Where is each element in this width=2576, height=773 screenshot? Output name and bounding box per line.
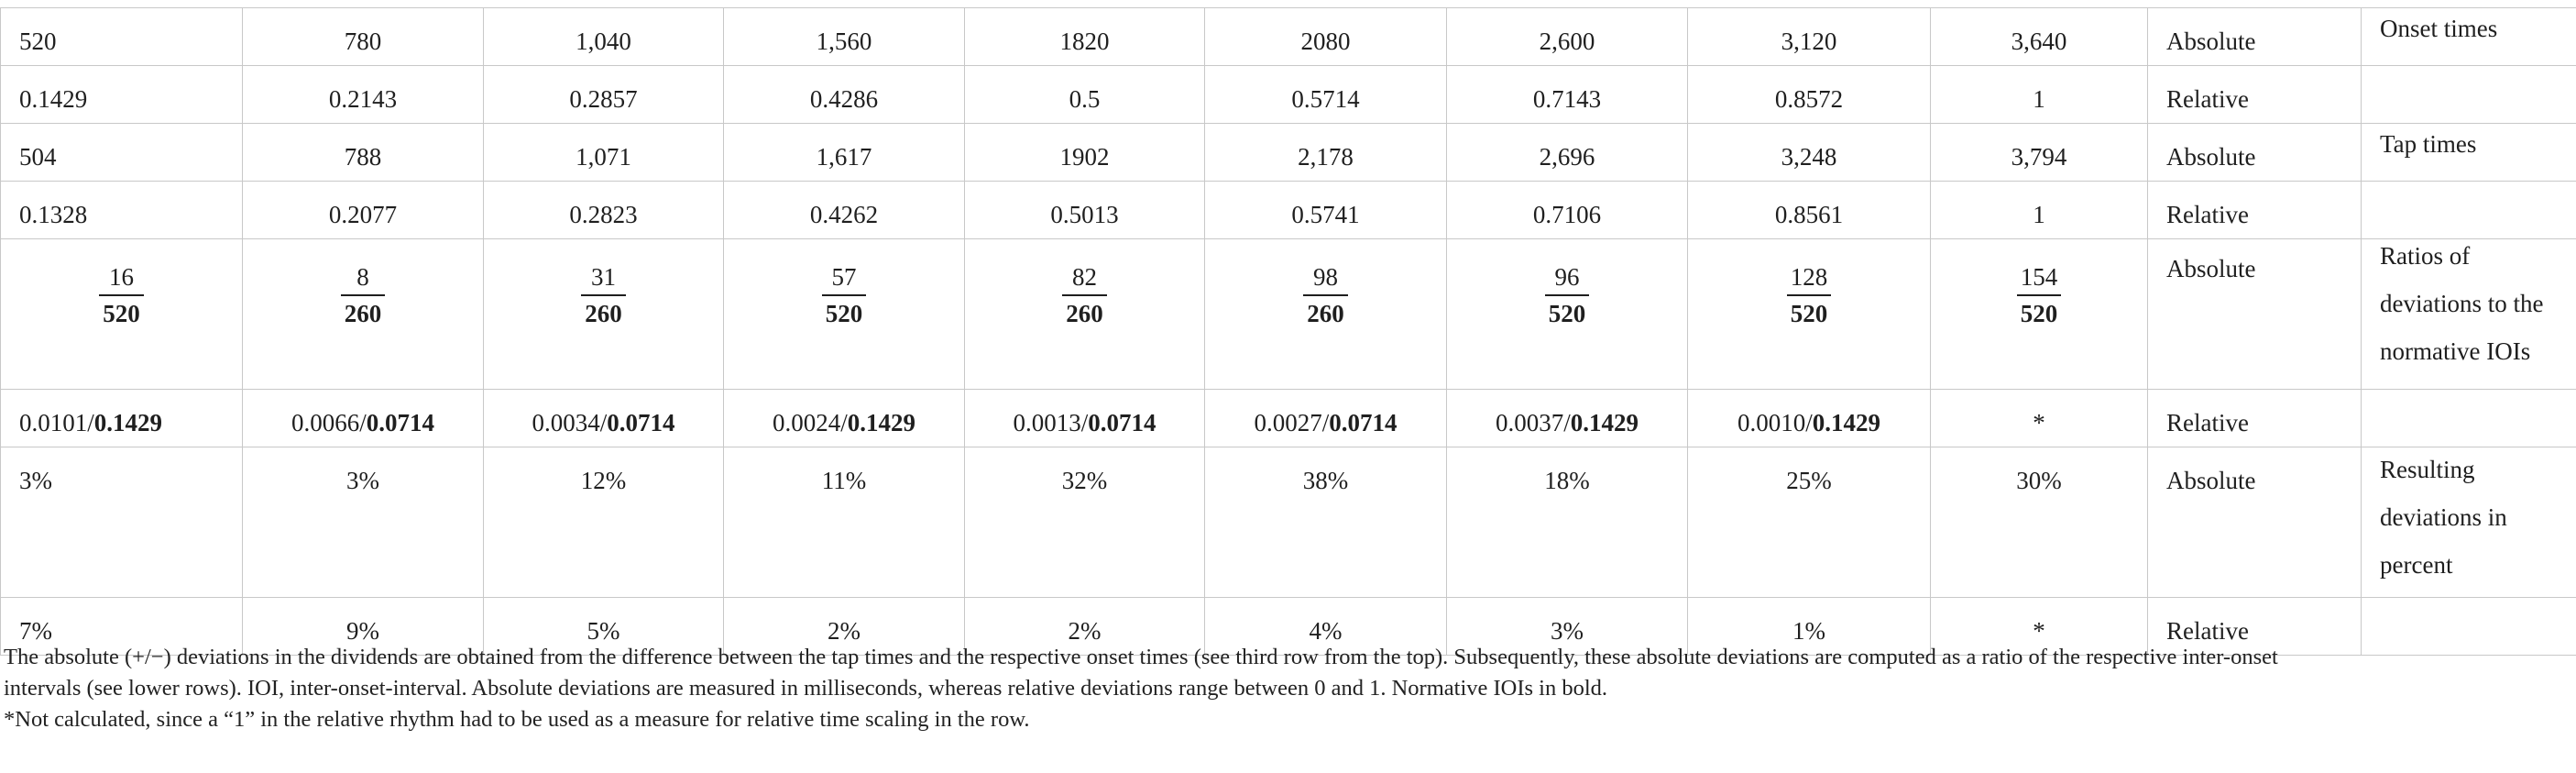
deviation-value: 0.0024/ xyxy=(772,409,848,436)
deviation-table xyxy=(0,7,2576,656)
table-cell: 12% xyxy=(484,447,724,598)
table-row xyxy=(1,124,2576,182)
deviation-value: 0.0010/ xyxy=(1737,409,1813,436)
table-cell: 0.1328 xyxy=(1,182,243,239)
measure-type-label: Absolute xyxy=(2148,8,2362,66)
table-cell: 3,794 xyxy=(1931,124,2148,182)
table-cell: 1,617 xyxy=(724,124,965,182)
table-cell: 0.7106 xyxy=(1447,182,1688,239)
fraction xyxy=(1062,260,1107,331)
fraction-numerator: 98 xyxy=(1303,260,1348,296)
normative-ioi-value: 0.0714 xyxy=(1088,409,1156,436)
fraction-denominator: 520 xyxy=(1548,300,1586,327)
fraction-numerator: 128 xyxy=(1787,260,1832,296)
row-group-label-line: normative IOIs xyxy=(2380,337,2531,365)
table-cell: 1 xyxy=(1931,182,2148,239)
table-row xyxy=(1,239,2576,390)
table-cell: 1,560 xyxy=(724,8,965,66)
table-cell: 0.5741 xyxy=(1205,182,1447,239)
table-cell xyxy=(484,390,724,447)
footnote-line-1: The absolute (+/−) deviations in the dividends are obtained from the difference between the tap times and the respective onset times (see third row from the top). Subsequently, these absolute deviations are computed as a ratio of the respective inter-onset xyxy=(4,645,2278,669)
table-cell xyxy=(1,239,243,390)
normative-ioi-value: 0.0714 xyxy=(607,409,675,436)
table-cell: 2% xyxy=(724,598,965,656)
row-group-label-line: percent xyxy=(2380,551,2453,579)
normative-ioi-value: 0.0714 xyxy=(366,409,434,436)
measure-type-label: Absolute xyxy=(2148,447,2362,598)
normative-ioi-value: 0.1429 xyxy=(1570,409,1639,436)
fraction-numerator: 31 xyxy=(581,260,626,296)
table-row xyxy=(1,390,2576,447)
table-cell xyxy=(243,390,484,447)
deviation-value: 0.0013/ xyxy=(1013,409,1089,436)
measure-type-label: Relative xyxy=(2148,390,2362,447)
table-cell: 1820 xyxy=(965,8,1205,66)
table-cell xyxy=(965,390,1205,447)
table-cell: 0.1429 xyxy=(1,66,243,124)
table-cell: 0.4262 xyxy=(724,182,965,239)
fraction xyxy=(1303,260,1348,331)
table-cell xyxy=(965,239,1205,390)
table-cell xyxy=(1688,239,1931,390)
deviation-value: 0.0034/ xyxy=(532,409,608,436)
measure-type-label: Absolute xyxy=(2148,239,2362,390)
table-cell: 0.4286 xyxy=(724,66,965,124)
table-cell: 25% xyxy=(1688,447,1931,598)
table-cell: 0.7143 xyxy=(1447,66,1688,124)
table-cell: 3% xyxy=(1,447,243,598)
table-cell: 32% xyxy=(965,447,1205,598)
row-group-label xyxy=(2362,182,2576,239)
fraction-numerator: 154 xyxy=(2017,260,2062,296)
fraction-numerator: 82 xyxy=(1062,260,1107,296)
table-cell: 504 xyxy=(1,124,243,182)
table-cell: 1902 xyxy=(965,124,1205,182)
fraction-numerator: 57 xyxy=(822,260,867,296)
fraction-denominator: 520 xyxy=(103,300,140,327)
table-cell: 1,040 xyxy=(484,8,724,66)
fraction xyxy=(1787,260,1832,331)
normative-ioi-value: 0.0714 xyxy=(1329,409,1398,436)
table-cell: 2,178 xyxy=(1205,124,1447,182)
table-cell: 0.5013 xyxy=(965,182,1205,239)
fraction-denominator: 520 xyxy=(825,300,863,327)
fraction-denominator: 520 xyxy=(2020,300,2058,327)
table-row xyxy=(1,66,2576,124)
table-cell xyxy=(1688,390,1931,447)
table-cell xyxy=(1447,390,1688,447)
row-group-label-line: Onset times xyxy=(2380,15,2498,42)
deviation-value: 0.0066/ xyxy=(290,409,367,436)
row-group-label-line: deviations to the xyxy=(2380,290,2544,317)
table-cell: 9% xyxy=(243,598,484,656)
table-cell xyxy=(1931,390,2148,447)
table-cell xyxy=(724,390,965,447)
table-row xyxy=(1,8,2576,66)
measure-type-label: Relative xyxy=(2148,66,2362,124)
table-cell: * xyxy=(1931,598,2148,656)
row-group-label xyxy=(2362,447,2576,598)
row-group-label xyxy=(2362,8,2576,66)
measure-type-label: Absolute xyxy=(2148,124,2362,182)
table-cell: 2% xyxy=(965,598,1205,656)
table-cell: 0.5714 xyxy=(1205,66,1447,124)
measure-type-label: Relative xyxy=(2148,182,2362,239)
table-row xyxy=(1,182,2576,239)
row-group-label xyxy=(2362,390,2576,447)
normative-ioi-value: 0.1429 xyxy=(93,409,163,436)
row-group-label-line: Ratios of xyxy=(2380,242,2471,270)
normative-ioi-value: 0.1429 xyxy=(847,409,915,436)
table-cell: 0.8561 xyxy=(1688,182,1931,239)
table-cell: 30% xyxy=(1931,447,2148,598)
table-cell: 38% xyxy=(1205,447,1447,598)
fraction xyxy=(2017,260,2062,331)
table-cell: 3,640 xyxy=(1931,8,2148,66)
table-cell: 1,071 xyxy=(484,124,724,182)
table-cell: 3,248 xyxy=(1688,124,1931,182)
fraction-numerator: 8 xyxy=(341,260,386,296)
table-cell: 0.2077 xyxy=(243,182,484,239)
deviation-value: 0.0037/ xyxy=(1495,409,1571,436)
normative-ioi-value: 0.1429 xyxy=(1812,409,1880,436)
fraction xyxy=(581,260,626,331)
table-cell: 2,600 xyxy=(1447,8,1688,66)
row-group-label-line: deviations in xyxy=(2380,503,2507,531)
deviation-value: 0.0101/ xyxy=(19,409,94,436)
table-cell: 780 xyxy=(243,8,484,66)
fraction-denominator: 260 xyxy=(344,300,382,327)
row-group-label-line: Resulting xyxy=(2380,456,2475,483)
table-cell: 0.5 xyxy=(965,66,1205,124)
fraction xyxy=(341,260,386,331)
table-cell: 2,696 xyxy=(1447,124,1688,182)
table-cell xyxy=(243,239,484,390)
row-group-label xyxy=(2362,124,2576,182)
table-cell xyxy=(1,390,243,447)
row-group-label xyxy=(2362,66,2576,124)
table-cell: 0.8572 xyxy=(1688,66,1931,124)
table-footnote xyxy=(4,642,2570,735)
table-cell xyxy=(1447,239,1688,390)
table-cell: 0.2857 xyxy=(484,66,724,124)
fraction xyxy=(99,260,144,331)
table-cell: 0.2143 xyxy=(243,66,484,124)
deviation-value: * xyxy=(2033,409,2045,436)
table-cell: 788 xyxy=(243,124,484,182)
fraction xyxy=(822,260,867,331)
deviation-value: 0.0027/ xyxy=(1254,409,1330,436)
table-cell: 0.2823 xyxy=(484,182,724,239)
table-cell: 7% xyxy=(1,598,243,656)
table-cell: 4% xyxy=(1205,598,1447,656)
row-group-label xyxy=(2362,239,2576,390)
footnote-line-3: *Not calculated, since a “1” in the relative rhythm had to be used as a measure for relative time scaling in the row. xyxy=(4,707,1030,732)
table-row xyxy=(1,447,2576,598)
footnote-line-2: intervals (see lower rows). IOI, inter-onset-interval. Absolute deviations are measured in milliseconds, whereas relative deviations range between 0 and 1. Normative IOIs in bold. xyxy=(4,676,1608,701)
table-cell: 11% xyxy=(724,447,965,598)
fraction-denominator: 260 xyxy=(585,300,622,327)
table-body xyxy=(1,8,2576,656)
table-cell: 3,120 xyxy=(1688,8,1931,66)
table-cell xyxy=(1205,239,1447,390)
table-cell xyxy=(1931,239,2148,390)
table-cell: 2080 xyxy=(1205,8,1447,66)
fraction-denominator: 260 xyxy=(1307,300,1344,327)
table-cell xyxy=(724,239,965,390)
row-group-label-line: Tap times xyxy=(2380,130,2477,158)
table-cell: 1 xyxy=(1931,66,2148,124)
measure-type-label: Relative xyxy=(2148,598,2362,656)
table-cell: 5% xyxy=(484,598,724,656)
table-cell: 3% xyxy=(243,447,484,598)
fraction-denominator: 260 xyxy=(1066,300,1103,327)
table-cell: 1% xyxy=(1688,598,1931,656)
fraction-numerator: 96 xyxy=(1545,260,1590,296)
table-cell xyxy=(1205,390,1447,447)
table-cell: 520 xyxy=(1,8,243,66)
fraction-numerator: 16 xyxy=(99,260,144,296)
table-cell: 3% xyxy=(1447,598,1688,656)
table-cell xyxy=(484,239,724,390)
fraction xyxy=(1545,260,1590,331)
table-cell: 18% xyxy=(1447,447,1688,598)
fraction-denominator: 520 xyxy=(1790,300,1828,327)
